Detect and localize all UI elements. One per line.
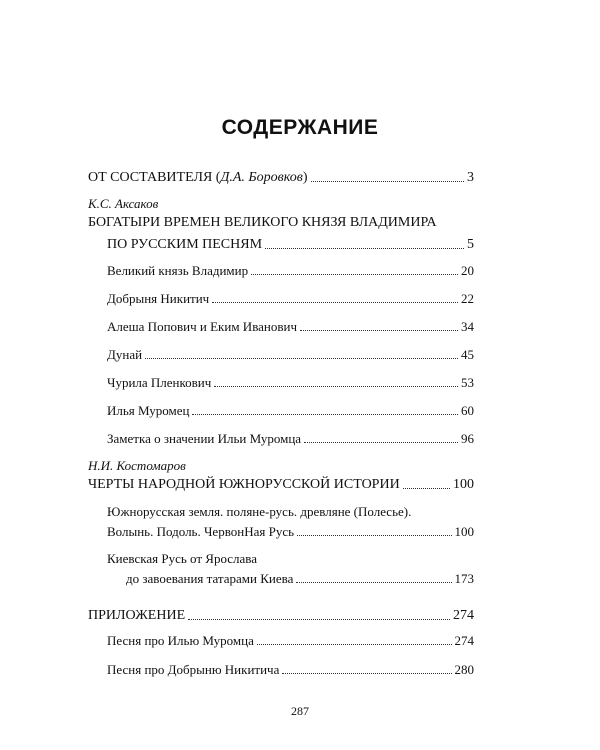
entry-label: Волынь. Подоль. ЧервонНая Русь (107, 524, 295, 539)
leader-dots (282, 673, 451, 674)
toc-entry (107, 291, 474, 307)
page-number: 20 (461, 263, 474, 278)
page-number: 100 (454, 524, 474, 539)
entry-label-line: Южнорусская земля. поляне-русь. древляне (Полесье). (107, 504, 412, 519)
entry-label: Чурила Пленкович (107, 375, 212, 390)
page-number: 280 (454, 662, 474, 677)
entry-label: Великий князь Владимир (107, 263, 249, 278)
toc-entry-section-title (88, 477, 474, 493)
page-number: 60 (461, 403, 474, 418)
page-footer-number: 287 (291, 704, 309, 718)
leader-dots (214, 386, 458, 387)
entry-label: Заметка о значении Ильи Муромца (107, 431, 302, 446)
leader-dots (265, 248, 464, 249)
leader-dots (188, 619, 450, 620)
toc-entry (107, 263, 474, 279)
leader-dots (296, 582, 451, 583)
entry-label: Алеша Попович и Еким Иванович (107, 319, 298, 334)
leader-dots (297, 535, 451, 536)
entry-label: Песня про Добрыню Никитича (107, 662, 280, 677)
preface-label: ОТ СОСТАВИТЕЛЯ (Д.А. Боровков) (88, 170, 308, 185)
toc-entry-section-title (107, 237, 474, 253)
entry-label: Дунай (107, 347, 143, 362)
page-number: 96 (461, 431, 474, 446)
page-number: 100 (453, 477, 474, 492)
leader-dots (311, 181, 464, 182)
section-title: БОГАТЫРИ ВРЕМЕН ВЕЛИКОГО КНЯЗЯ ВЛАДИМИРА (88, 215, 437, 230)
leader-dots (300, 330, 458, 331)
toc-entry (107, 431, 474, 447)
leader-dots (257, 644, 452, 645)
toc-entry (107, 319, 474, 335)
appendix-title: ПРИЛОЖЕНИЕ (88, 608, 186, 623)
section-title: ЧЕРТЫ НАРОДНОЙ ЮЖНОРУССКОЙ ИСТОРИИ (88, 477, 400, 492)
entry-label-line: Киевская Русь от Ярослава (107, 551, 258, 566)
page-number: 53 (461, 375, 474, 390)
toc-entry (107, 524, 474, 540)
leader-dots (304, 442, 458, 443)
page-title: СОДЕРЖАНИЕ (221, 116, 379, 139)
toc-entry (107, 403, 474, 419)
page-number: 5 (467, 237, 474, 252)
page-number: 3 (467, 170, 474, 185)
page-number: 274 (453, 608, 474, 623)
section-author: К.С. Аксаков (88, 196, 159, 211)
entry-label: Илья Муромец (107, 403, 190, 418)
page-number: 22 (461, 291, 474, 306)
leader-dots (212, 302, 458, 303)
toc-entry-appendix (88, 608, 474, 624)
page-number: 45 (461, 347, 474, 362)
toc-entry (107, 347, 474, 363)
toc-entry-preface (88, 170, 474, 186)
toc-entry (107, 633, 474, 649)
toc-entry (107, 375, 474, 391)
entry-label: Добрыня Никитич (107, 291, 210, 306)
toc-entry (126, 571, 474, 587)
section-title-continued: ПО РУССКИМ ПЕСНЯМ (107, 237, 263, 252)
leader-dots (251, 274, 458, 275)
entry-label: Песня про Илью Муромца (107, 633, 254, 648)
page-number: 34 (461, 319, 474, 334)
page-number: 173 (454, 571, 474, 586)
toc-entry (107, 662, 474, 678)
leader-dots (403, 488, 450, 489)
leader-dots (145, 358, 458, 359)
leader-dots (192, 414, 458, 415)
entry-label: до завоевания татарами Киева (126, 571, 294, 586)
page-number: 274 (454, 633, 474, 648)
section-author: Н.И. Костомаров (88, 458, 186, 473)
